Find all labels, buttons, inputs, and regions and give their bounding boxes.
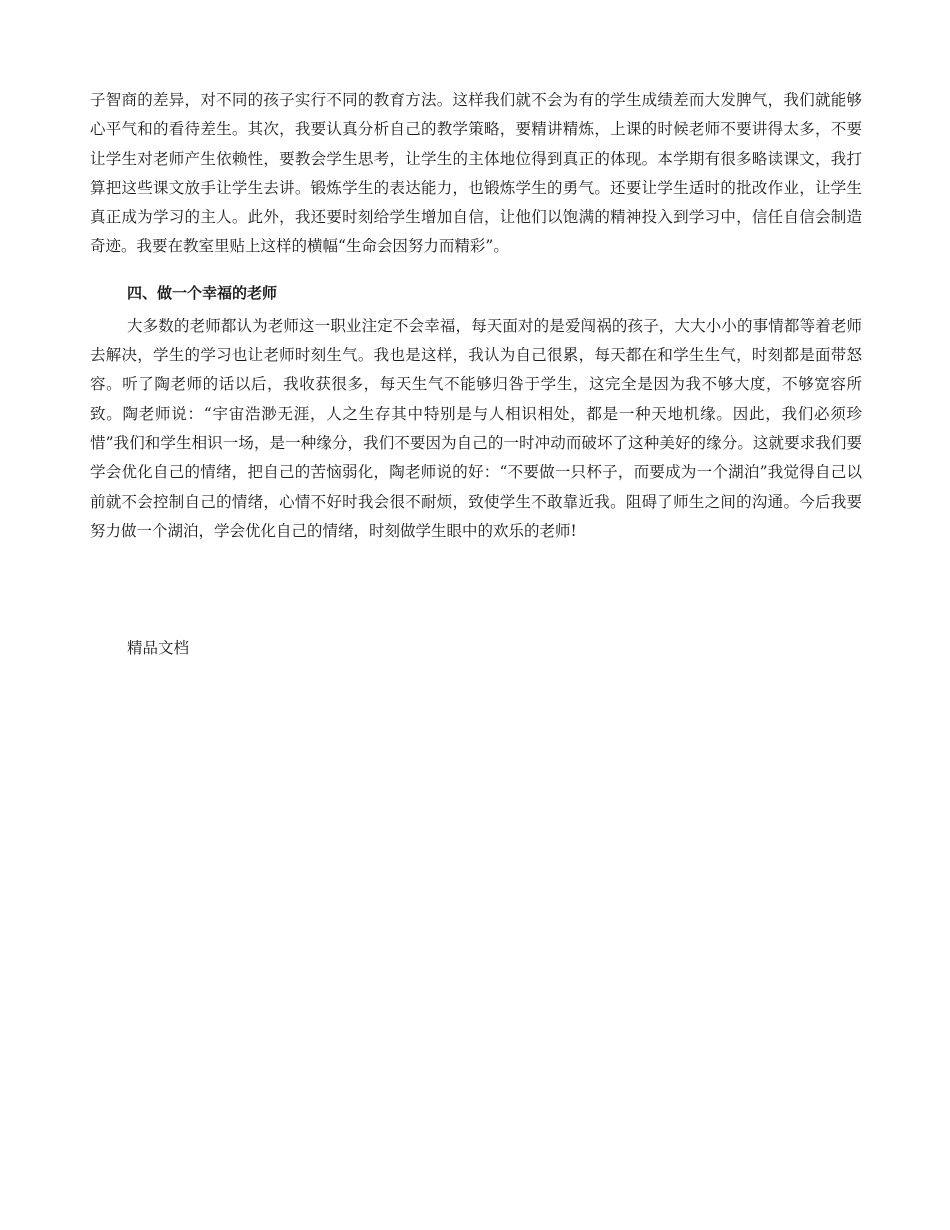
section-heading: 四、做一个幸福的老师 bbox=[127, 283, 278, 302]
paragraph-happy-teacher: 大多数的老师都认为老师这一职业注定不会幸福，每天面对的是爱闯祸的孩子，大大小小的事情都等着老师去解决，学生的学习也让老师时刻生气。我也是这样，我认为自己很累，每天都在和学生生气，时刻都是面带怒容。听了陶老师的话以后，我收获很多，每天生气不能够归咎于学生，这完全是因为我不够大度，不够宽容所致。陶老师说：“宇宙浩渺无涯，人之生存其中特别是与人相识相处，都是一种天地机缘。因此，我们必须珍惜”我们和学生相识一场，是一种缘分，我们不要因为自己的一时冲动而破坏了这种美好的缘分。这就要求我们要学会优化自己的情绪，把自己的苦恼弱化，陶老师说的好：“不要做一只杯子，而要成为一个湖泊”我觉得自己以前就不会控制自己的情绪，心情不好时我会很不耐烦，致使学生不敢靠近我。阻碍了师生之间的沟通。今后我要努力做一个湖泊，学会优化自己的情绪，时刻做学生眼中的欢乐的老师! bbox=[90, 316, 862, 540]
document-body bbox=[90, 86, 862, 546]
footer-label: 精品文档 bbox=[127, 639, 190, 657]
paragraph-continued: 子智商的差异，对不同的孩子实行不同的教育方法。这样我们就不会为有的学生成绩差而大发脾气，我们就能够心平气和的看待差生。其次，我要认真分析自己的教学策略，要精讲精炼，上课的时候老师不要讲得太多，不要让学生对老师产生依赖性，要教会学生思考，让学生的主体地位得到真正的体现。本学期有很多略读课文，我打算把这些课文放手让学生去讲。锻炼学生的表达能力，也锻炼学生的勇气。还要让学生适时的批改作业，让学生真正成为学习的主人。此外，我还要时刻给学生增加自信，让他们以饱满的精神投入到学习中，信任自信会制造奇迹。我要在教室里贴上这样的横幅“生命会因努力而精彩”。 bbox=[90, 91, 862, 256]
